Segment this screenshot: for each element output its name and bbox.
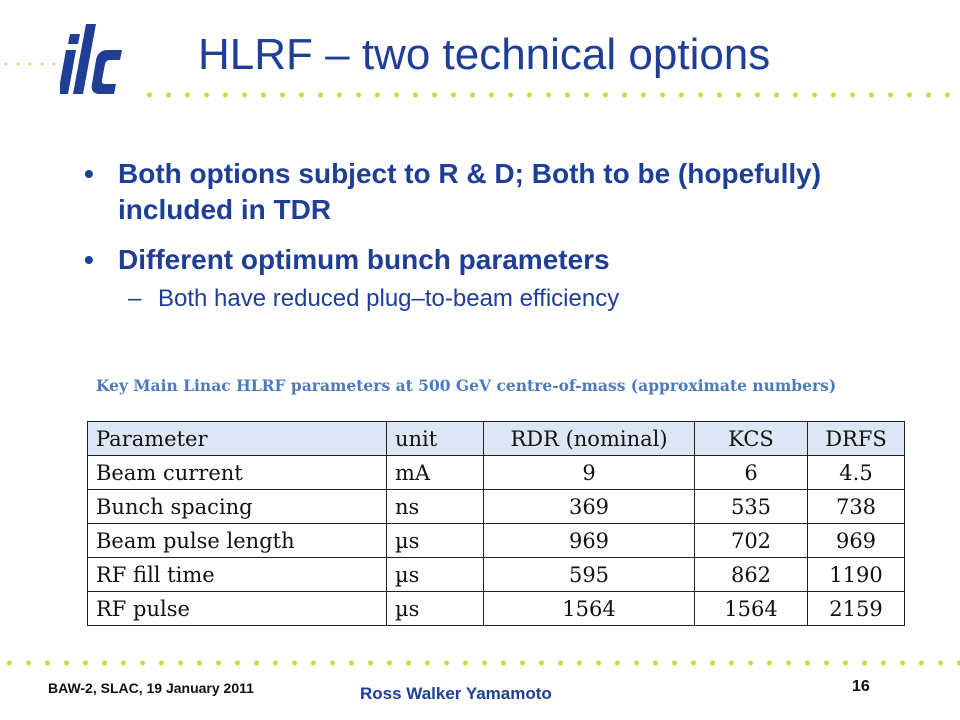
- footer-author: Ross Walker Yamamoto: [360, 684, 552, 703]
- table-row: [88, 592, 905, 626]
- header-cell: Parameter: [88, 422, 387, 456]
- table-cell: Beam current: [88, 456, 387, 490]
- table-cell: 1564: [484, 592, 695, 626]
- table-cell: 595: [484, 558, 695, 592]
- header-cell: KCS: [695, 422, 808, 456]
- bullet-text: Different optimum bunch parameters: [118, 244, 610, 275]
- ilc-logo-icon: [60, 20, 130, 100]
- table-cell: Bunch spacing: [88, 490, 387, 524]
- table-cell: 535: [695, 490, 808, 524]
- bullet-mark: •: [84, 158, 94, 189]
- header-cell: unit: [387, 422, 484, 456]
- header-cell: DRFS: [808, 422, 905, 456]
- table-header-row: [88, 422, 905, 456]
- bullet-item: [84, 156, 904, 228]
- table-caption: Key Main Linac HLRF parameters at 500 GeV centre-of-mass (approximate numbers): [96, 376, 837, 395]
- table-cell: RF fill time: [88, 558, 387, 592]
- table-cell: 969: [484, 524, 695, 558]
- table-cell: RF pulse: [88, 592, 387, 626]
- table-cell: 9: [484, 456, 695, 490]
- table-cell: ns: [387, 490, 484, 524]
- table-cell: mA: [387, 456, 484, 490]
- table-cell: µs: [387, 524, 484, 558]
- page-number: 16: [852, 678, 870, 695]
- table-row: [88, 524, 905, 558]
- table-cell: Beam pulse length: [88, 524, 387, 558]
- sub-bullet-item: [128, 284, 904, 314]
- table-cell: µs: [387, 592, 484, 626]
- table-cell: 1564: [695, 592, 808, 626]
- table-cell: 862: [695, 558, 808, 592]
- bullet-list: [84, 156, 904, 314]
- table-row: [88, 490, 905, 524]
- table-cell: 2159: [808, 592, 905, 626]
- table-cell: 369: [484, 490, 695, 524]
- table-cell: 6: [695, 456, 808, 490]
- table-cell: 702: [695, 524, 808, 558]
- bullet-item: [84, 242, 904, 278]
- table-row: [88, 558, 905, 592]
- bullet-mark: •: [84, 244, 94, 275]
- footer-event: BAW-2, SLAC, 19 January 2011: [48, 680, 254, 696]
- table-cell: 969: [808, 524, 905, 558]
- table-row: [88, 456, 905, 490]
- table-cell: 1190: [808, 558, 905, 592]
- parameters-table: [87, 421, 905, 626]
- slide-title: HLRF – two technical options: [198, 30, 771, 79]
- sub-bullet-mark: –: [128, 285, 142, 312]
- header-cell: RDR (nominal): [484, 422, 695, 456]
- table-cell: µs: [387, 558, 484, 592]
- table-cell: 738: [808, 490, 905, 524]
- table-cell: 4.5: [808, 456, 905, 490]
- sub-bullet-text: Both have reduced plug–to-beam efficiency: [158, 285, 620, 312]
- decorative-dot-line-bottom: [0, 660, 960, 666]
- decorative-dot-line-top: [140, 92, 960, 98]
- bullet-text: Both options subject to R & D; Both to be (hopefully) included in TDR: [118, 158, 822, 225]
